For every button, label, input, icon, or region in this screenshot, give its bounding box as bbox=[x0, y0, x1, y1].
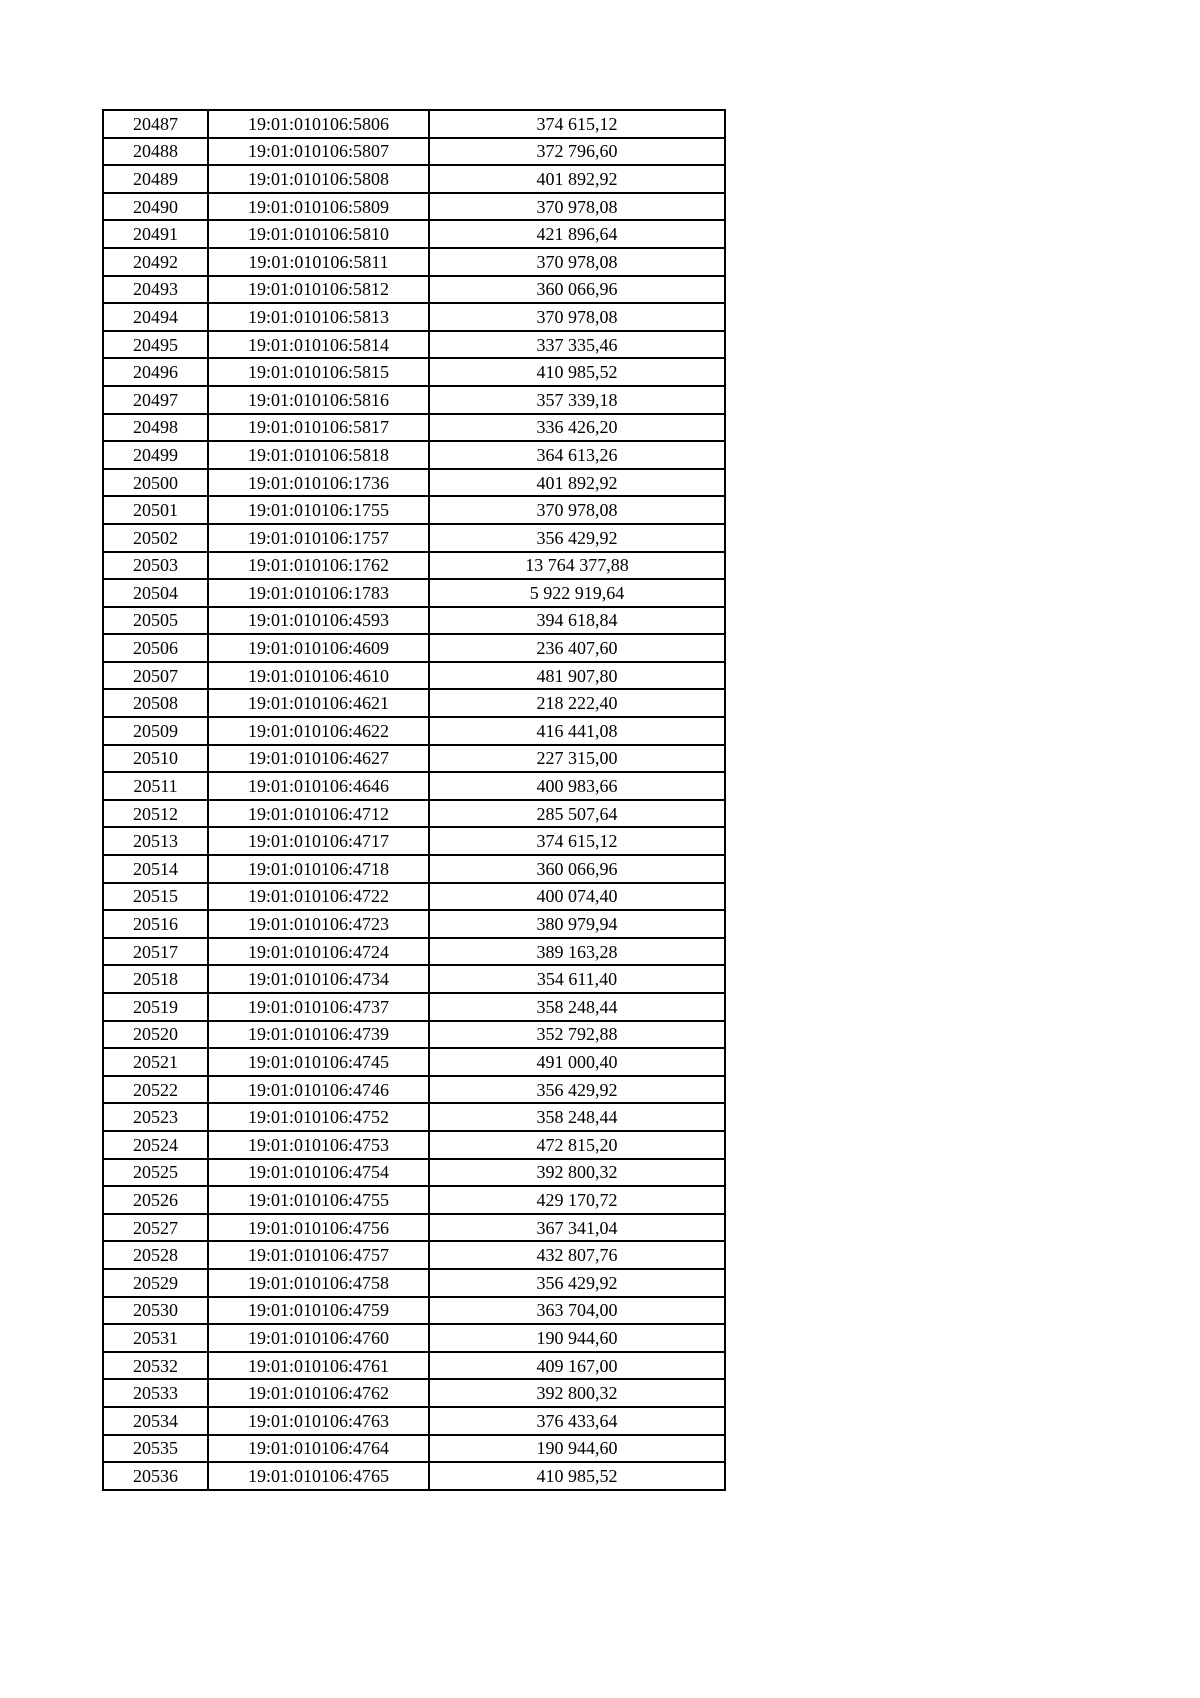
row-number-cell: 20488 bbox=[103, 138, 208, 166]
value-cell: 358 248,44 bbox=[429, 1103, 725, 1131]
row-number-cell: 20519 bbox=[103, 993, 208, 1021]
value-cell: 432 807,76 bbox=[429, 1241, 725, 1269]
cadastral-number-cell: 19:01:010106:5810 bbox=[208, 220, 429, 248]
value-cell: 13 764 377,88 bbox=[429, 552, 725, 580]
value-cell: 356 429,92 bbox=[429, 1076, 725, 1104]
cadastral-number-cell: 19:01:010106:4759 bbox=[208, 1297, 429, 1325]
cadastral-number-cell: 19:01:010106:4757 bbox=[208, 1241, 429, 1269]
table-row bbox=[103, 855, 725, 883]
cadastral-number-cell: 19:01:010106:1783 bbox=[208, 579, 429, 607]
row-number-cell: 20514 bbox=[103, 855, 208, 883]
row-number-cell: 20522 bbox=[103, 1076, 208, 1104]
cadastral-number-cell: 19:01:010106:4737 bbox=[208, 993, 429, 1021]
table-row bbox=[103, 469, 725, 497]
value-cell: 410 985,52 bbox=[429, 358, 725, 386]
cadastral-number-cell: 19:01:010106:4753 bbox=[208, 1131, 429, 1159]
value-cell: 389 163,28 bbox=[429, 938, 725, 966]
value-cell: 491 000,40 bbox=[429, 1048, 725, 1076]
value-cell: 370 978,08 bbox=[429, 248, 725, 276]
cadastral-number-cell: 19:01:010106:5816 bbox=[208, 386, 429, 414]
value-cell: 374 615,12 bbox=[429, 110, 725, 138]
row-number-cell: 20506 bbox=[103, 634, 208, 662]
value-cell: 429 170,72 bbox=[429, 1186, 725, 1214]
cadastral-number-cell: 19:01:010106:4718 bbox=[208, 855, 429, 883]
row-number-cell: 20498 bbox=[103, 414, 208, 442]
cadastral-number-cell: 19:01:010106:1755 bbox=[208, 496, 429, 524]
cadastral-number-cell: 19:01:010106:1762 bbox=[208, 552, 429, 580]
table-row bbox=[103, 745, 725, 773]
row-number-cell: 20536 bbox=[103, 1462, 208, 1490]
value-cell: 364 613,26 bbox=[429, 441, 725, 469]
cadastral-number-cell: 19:01:010106:1757 bbox=[208, 524, 429, 552]
row-number-cell: 20524 bbox=[103, 1131, 208, 1159]
value-cell: 400 074,40 bbox=[429, 883, 725, 911]
cadastral-number-cell: 19:01:010106:4722 bbox=[208, 883, 429, 911]
row-number-cell: 20521 bbox=[103, 1048, 208, 1076]
value-cell: 481 907,80 bbox=[429, 662, 725, 690]
table-row bbox=[103, 662, 725, 690]
row-number-cell: 20518 bbox=[103, 965, 208, 993]
row-number-cell: 20510 bbox=[103, 745, 208, 773]
cadastral-number-cell: 19:01:010106:4627 bbox=[208, 745, 429, 773]
value-cell: 190 944,60 bbox=[429, 1435, 725, 1463]
value-cell: 376 433,64 bbox=[429, 1407, 725, 1435]
table-row bbox=[103, 772, 725, 800]
table-row bbox=[103, 1324, 725, 1352]
table-row bbox=[103, 938, 725, 966]
value-cell: 236 407,60 bbox=[429, 634, 725, 662]
row-number-cell: 20497 bbox=[103, 386, 208, 414]
table-row bbox=[103, 414, 725, 442]
table-row bbox=[103, 1269, 725, 1297]
cadastral-number-cell: 19:01:010106:4746 bbox=[208, 1076, 429, 1104]
cadastral-number-cell: 19:01:010106:5811 bbox=[208, 248, 429, 276]
value-cell: 227 315,00 bbox=[429, 745, 725, 773]
cadastral-number-cell: 19:01:010106:4646 bbox=[208, 772, 429, 800]
table-row bbox=[103, 1159, 725, 1187]
row-number-cell: 20512 bbox=[103, 800, 208, 828]
cadastral-number-cell: 19:01:010106:4610 bbox=[208, 662, 429, 690]
row-number-cell: 20535 bbox=[103, 1435, 208, 1463]
row-number-cell: 20520 bbox=[103, 1021, 208, 1049]
value-cell: 360 066,96 bbox=[429, 276, 725, 304]
cadastral-number-cell: 19:01:010106:4622 bbox=[208, 717, 429, 745]
cadastral-number-cell: 19:01:010106:4734 bbox=[208, 965, 429, 993]
cadastral-number-cell: 19:01:010106:4758 bbox=[208, 1269, 429, 1297]
row-number-cell: 20516 bbox=[103, 910, 208, 938]
row-number-cell: 20528 bbox=[103, 1241, 208, 1269]
cadastral-number-cell: 19:01:010106:4739 bbox=[208, 1021, 429, 1049]
table-row bbox=[103, 496, 725, 524]
table-row bbox=[103, 827, 725, 855]
row-number-cell: 20503 bbox=[103, 552, 208, 580]
value-cell: 337 335,46 bbox=[429, 331, 725, 359]
cadastral-number-cell: 19:01:010106:4724 bbox=[208, 938, 429, 966]
row-number-cell: 20523 bbox=[103, 1103, 208, 1131]
row-number-cell: 20517 bbox=[103, 938, 208, 966]
table-row bbox=[103, 579, 725, 607]
table-row bbox=[103, 220, 725, 248]
table-row bbox=[103, 607, 725, 635]
table-row bbox=[103, 1352, 725, 1380]
row-number-cell: 20489 bbox=[103, 165, 208, 193]
table-row bbox=[103, 1241, 725, 1269]
table-row bbox=[103, 110, 725, 138]
table-row bbox=[103, 883, 725, 911]
table-row bbox=[103, 524, 725, 552]
value-cell: 372 796,60 bbox=[429, 138, 725, 166]
cadastral-number-cell: 19:01:010106:4756 bbox=[208, 1214, 429, 1242]
cadastral-number-cell: 19:01:010106:4762 bbox=[208, 1379, 429, 1407]
table-row bbox=[103, 441, 725, 469]
cadastral-number-cell: 19:01:010106:1736 bbox=[208, 469, 429, 497]
row-number-cell: 20502 bbox=[103, 524, 208, 552]
row-number-cell: 20513 bbox=[103, 827, 208, 855]
row-number-cell: 20525 bbox=[103, 1159, 208, 1187]
table-row bbox=[103, 1379, 725, 1407]
table-row bbox=[103, 331, 725, 359]
value-cell: 357 339,18 bbox=[429, 386, 725, 414]
value-cell: 392 800,32 bbox=[429, 1379, 725, 1407]
cadastral-number-cell: 19:01:010106:5808 bbox=[208, 165, 429, 193]
row-number-cell: 20495 bbox=[103, 331, 208, 359]
row-number-cell: 20494 bbox=[103, 303, 208, 331]
table-row bbox=[103, 248, 725, 276]
value-cell: 374 615,12 bbox=[429, 827, 725, 855]
row-number-cell: 20492 bbox=[103, 248, 208, 276]
value-cell: 401 892,92 bbox=[429, 469, 725, 497]
value-cell: 336 426,20 bbox=[429, 414, 725, 442]
row-number-cell: 20531 bbox=[103, 1324, 208, 1352]
cadastral-number-cell: 19:01:010106:5806 bbox=[208, 110, 429, 138]
value-cell: 392 800,32 bbox=[429, 1159, 725, 1187]
cadastral-number-cell: 19:01:010106:4755 bbox=[208, 1186, 429, 1214]
value-cell: 409 167,00 bbox=[429, 1352, 725, 1380]
cadastral-number-cell: 19:01:010106:4712 bbox=[208, 800, 429, 828]
row-number-cell: 20530 bbox=[103, 1297, 208, 1325]
table-row bbox=[103, 1297, 725, 1325]
row-number-cell: 20508 bbox=[103, 689, 208, 717]
table-row bbox=[103, 358, 725, 386]
cadastral-number-cell: 19:01:010106:4609 bbox=[208, 634, 429, 662]
value-cell: 5 922 919,64 bbox=[429, 579, 725, 607]
cadastral-number-cell: 19:01:010106:4752 bbox=[208, 1103, 429, 1131]
cadastral-number-cell: 19:01:010106:5809 bbox=[208, 193, 429, 221]
cadastral-number-cell: 19:01:010106:4761 bbox=[208, 1352, 429, 1380]
table-row bbox=[103, 1076, 725, 1104]
cadastral-number-cell: 19:01:010106:5814 bbox=[208, 331, 429, 359]
cadastral-number-cell: 19:01:010106:5818 bbox=[208, 441, 429, 469]
row-number-cell: 20505 bbox=[103, 607, 208, 635]
table-row bbox=[103, 1021, 725, 1049]
value-cell: 421 896,64 bbox=[429, 220, 725, 248]
row-number-cell: 20511 bbox=[103, 772, 208, 800]
value-cell: 363 704,00 bbox=[429, 1297, 725, 1325]
row-number-cell: 20534 bbox=[103, 1407, 208, 1435]
cadastral-number-cell: 19:01:010106:5815 bbox=[208, 358, 429, 386]
table-row bbox=[103, 276, 725, 304]
table-row bbox=[103, 689, 725, 717]
table-row bbox=[103, 910, 725, 938]
value-cell: 352 792,88 bbox=[429, 1021, 725, 1049]
row-number-cell: 20509 bbox=[103, 717, 208, 745]
row-number-cell: 20500 bbox=[103, 469, 208, 497]
value-cell: 370 978,08 bbox=[429, 193, 725, 221]
table-row bbox=[103, 193, 725, 221]
table-row bbox=[103, 1214, 725, 1242]
value-cell: 190 944,60 bbox=[429, 1324, 725, 1352]
value-cell: 380 979,94 bbox=[429, 910, 725, 938]
table-row bbox=[103, 386, 725, 414]
table-row bbox=[103, 552, 725, 580]
row-number-cell: 20490 bbox=[103, 193, 208, 221]
cadastral-number-cell: 19:01:010106:4621 bbox=[208, 689, 429, 717]
row-number-cell: 20499 bbox=[103, 441, 208, 469]
table-row bbox=[103, 1048, 725, 1076]
table-row bbox=[103, 800, 725, 828]
value-cell: 370 978,08 bbox=[429, 496, 725, 524]
row-number-cell: 20526 bbox=[103, 1186, 208, 1214]
table-row bbox=[103, 1103, 725, 1131]
cadastral-number-cell: 19:01:010106:4723 bbox=[208, 910, 429, 938]
cadastral-number-cell: 19:01:010106:4717 bbox=[208, 827, 429, 855]
cadastral-number-cell: 19:01:010106:5812 bbox=[208, 276, 429, 304]
cadastral-number-cell: 19:01:010106:4765 bbox=[208, 1462, 429, 1490]
cadastral-number-cell: 19:01:010106:4754 bbox=[208, 1159, 429, 1187]
row-number-cell: 20487 bbox=[103, 110, 208, 138]
value-cell: 218 222,40 bbox=[429, 689, 725, 717]
cadastral-number-cell: 19:01:010106:4593 bbox=[208, 607, 429, 635]
value-cell: 410 985,52 bbox=[429, 1462, 725, 1490]
table-row bbox=[103, 965, 725, 993]
value-cell: 472 815,20 bbox=[429, 1131, 725, 1159]
cadastral-number-cell: 19:01:010106:5817 bbox=[208, 414, 429, 442]
value-cell: 285 507,64 bbox=[429, 800, 725, 828]
cadastral-number-cell: 19:01:010106:4760 bbox=[208, 1324, 429, 1352]
value-cell: 370 978,08 bbox=[429, 303, 725, 331]
table-row bbox=[103, 1131, 725, 1159]
table-row bbox=[103, 138, 725, 166]
cadastral-number-cell: 19:01:010106:5807 bbox=[208, 138, 429, 166]
row-number-cell: 20533 bbox=[103, 1379, 208, 1407]
row-number-cell: 20496 bbox=[103, 358, 208, 386]
table-row bbox=[103, 1407, 725, 1435]
row-number-cell: 20529 bbox=[103, 1269, 208, 1297]
value-cell: 394 618,84 bbox=[429, 607, 725, 635]
value-cell: 367 341,04 bbox=[429, 1214, 725, 1242]
cadastral-number-cell: 19:01:010106:4763 bbox=[208, 1407, 429, 1435]
cadastral-number-cell: 19:01:010106:4745 bbox=[208, 1048, 429, 1076]
table-row bbox=[103, 634, 725, 662]
cadastral-number-cell: 19:01:010106:4764 bbox=[208, 1435, 429, 1463]
row-number-cell: 20501 bbox=[103, 496, 208, 524]
value-cell: 356 429,92 bbox=[429, 524, 725, 552]
value-cell: 356 429,92 bbox=[429, 1269, 725, 1297]
table-body bbox=[103, 110, 725, 1490]
table-row bbox=[103, 1435, 725, 1463]
table-row bbox=[103, 303, 725, 331]
table-row bbox=[103, 1186, 725, 1214]
row-number-cell: 20527 bbox=[103, 1214, 208, 1242]
table-row bbox=[103, 717, 725, 745]
value-cell: 401 892,92 bbox=[429, 165, 725, 193]
value-cell: 416 441,08 bbox=[429, 717, 725, 745]
table-row bbox=[103, 993, 725, 1021]
value-cell: 358 248,44 bbox=[429, 993, 725, 1021]
table-row bbox=[103, 1462, 725, 1490]
value-cell: 400 983,66 bbox=[429, 772, 725, 800]
cadastral-value-table bbox=[102, 109, 726, 1491]
value-cell: 360 066,96 bbox=[429, 855, 725, 883]
row-number-cell: 20532 bbox=[103, 1352, 208, 1380]
row-number-cell: 20504 bbox=[103, 579, 208, 607]
row-number-cell: 20515 bbox=[103, 883, 208, 911]
value-cell: 354 611,40 bbox=[429, 965, 725, 993]
row-number-cell: 20491 bbox=[103, 220, 208, 248]
table-row bbox=[103, 165, 725, 193]
row-number-cell: 20507 bbox=[103, 662, 208, 690]
cadastral-number-cell: 19:01:010106:5813 bbox=[208, 303, 429, 331]
row-number-cell: 20493 bbox=[103, 276, 208, 304]
